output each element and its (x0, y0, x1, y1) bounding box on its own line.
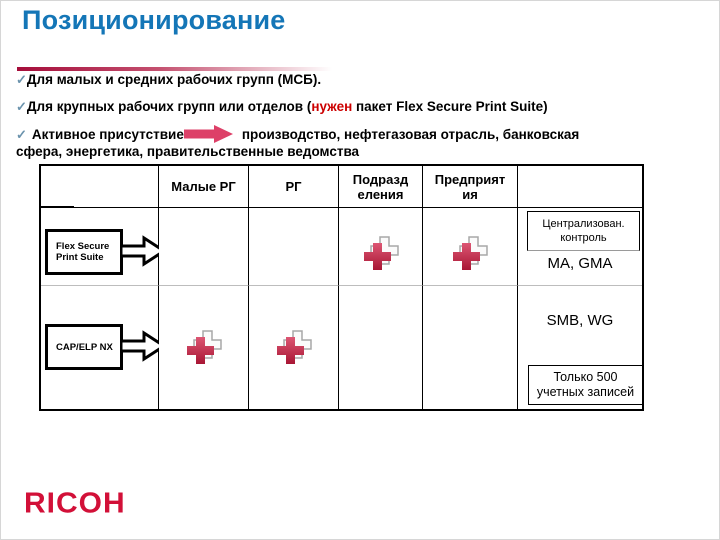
check-icon: ✓ (16, 72, 27, 87)
row1-label-cell (41, 208, 159, 286)
row1-cell-wg (249, 208, 339, 286)
right-arrow-icon (184, 125, 234, 143)
note-line1: Только 500 (553, 370, 618, 384)
header-cell-empty-left (41, 166, 159, 208)
check-icon: ✓ (16, 127, 27, 142)
bullet-text-pre: Активное присутствие (31, 127, 184, 142)
callout-label-line2: Print Suite (56, 252, 104, 263)
callout-label-line1: Flex Secure (56, 241, 110, 252)
row1-cell-departments (339, 208, 423, 286)
page-title: Позиционирование (22, 5, 286, 35)
header-label-line2: ия (462, 186, 478, 202)
note-line1: Централизован. (542, 218, 625, 230)
header-label-line1: Подразд (352, 171, 409, 187)
note-line2: контроль (560, 232, 607, 244)
row2-cell-wg (249, 286, 339, 409)
header-cell-empty-right (518, 166, 642, 208)
bullet-text-pre: Для крупных рабочих групп или отделов ( (26, 99, 312, 114)
bullet-text-post: пакет Flex Secure Print Suite) (352, 99, 548, 114)
bullet-text-line2: сфера, энергетика, правительственные ведомства (16, 144, 360, 159)
flex-secure-callout-box (45, 229, 123, 275)
header-label: РГ (285, 179, 302, 194)
bullet-large-groups (16, 98, 548, 115)
note-line2: учетных записей (536, 385, 635, 399)
row1-cell-small-wg (159, 208, 249, 286)
segment-label-ma-gma: MA, GMA (547, 255, 613, 272)
cap-elp-nx-callout-box (45, 324, 123, 370)
row2-label-cell (41, 286, 159, 409)
bullet-text: Для малых и средних рабочих групп (МСБ). (26, 72, 322, 87)
row1-notes-cell (518, 208, 642, 286)
row2-cell-departments (339, 286, 423, 409)
bullet-active-presence (16, 125, 671, 160)
header-label: Малые РГ (171, 179, 236, 194)
segment-label-smb-wg: SMB, WG (546, 312, 614, 329)
positioning-table (39, 164, 644, 411)
accounts-limit-box (528, 365, 643, 405)
bullet-text-line1: производство, нефтегазовая отрасль, банковская (241, 127, 580, 142)
header-cell-small-wg (159, 166, 249, 208)
row2-cell-enterprises (423, 286, 518, 409)
plus-cross-icon (451, 236, 489, 272)
header-cell-wg (249, 166, 339, 208)
header-label-line1: Предприят (434, 171, 506, 187)
row2-notes-cell (518, 286, 642, 409)
central-control-box (527, 211, 640, 251)
row2-cell-small-wg (159, 286, 249, 409)
plus-cross-icon (275, 330, 313, 366)
callout-label: CAP/ELP NX (56, 341, 113, 353)
plus-cross-icon (185, 330, 223, 366)
bullet-text-red: нужен (311, 99, 353, 114)
header-label-line2: еления (357, 186, 404, 202)
check-icon: ✓ (16, 99, 27, 114)
header-cell-departments (339, 166, 423, 208)
ricoh-logo: RICOH (24, 488, 126, 520)
row1-cell-enterprises (423, 208, 518, 286)
bullet-small-groups (16, 71, 321, 88)
header-cell-enterprises (423, 166, 518, 208)
plus-cross-icon (362, 236, 400, 272)
